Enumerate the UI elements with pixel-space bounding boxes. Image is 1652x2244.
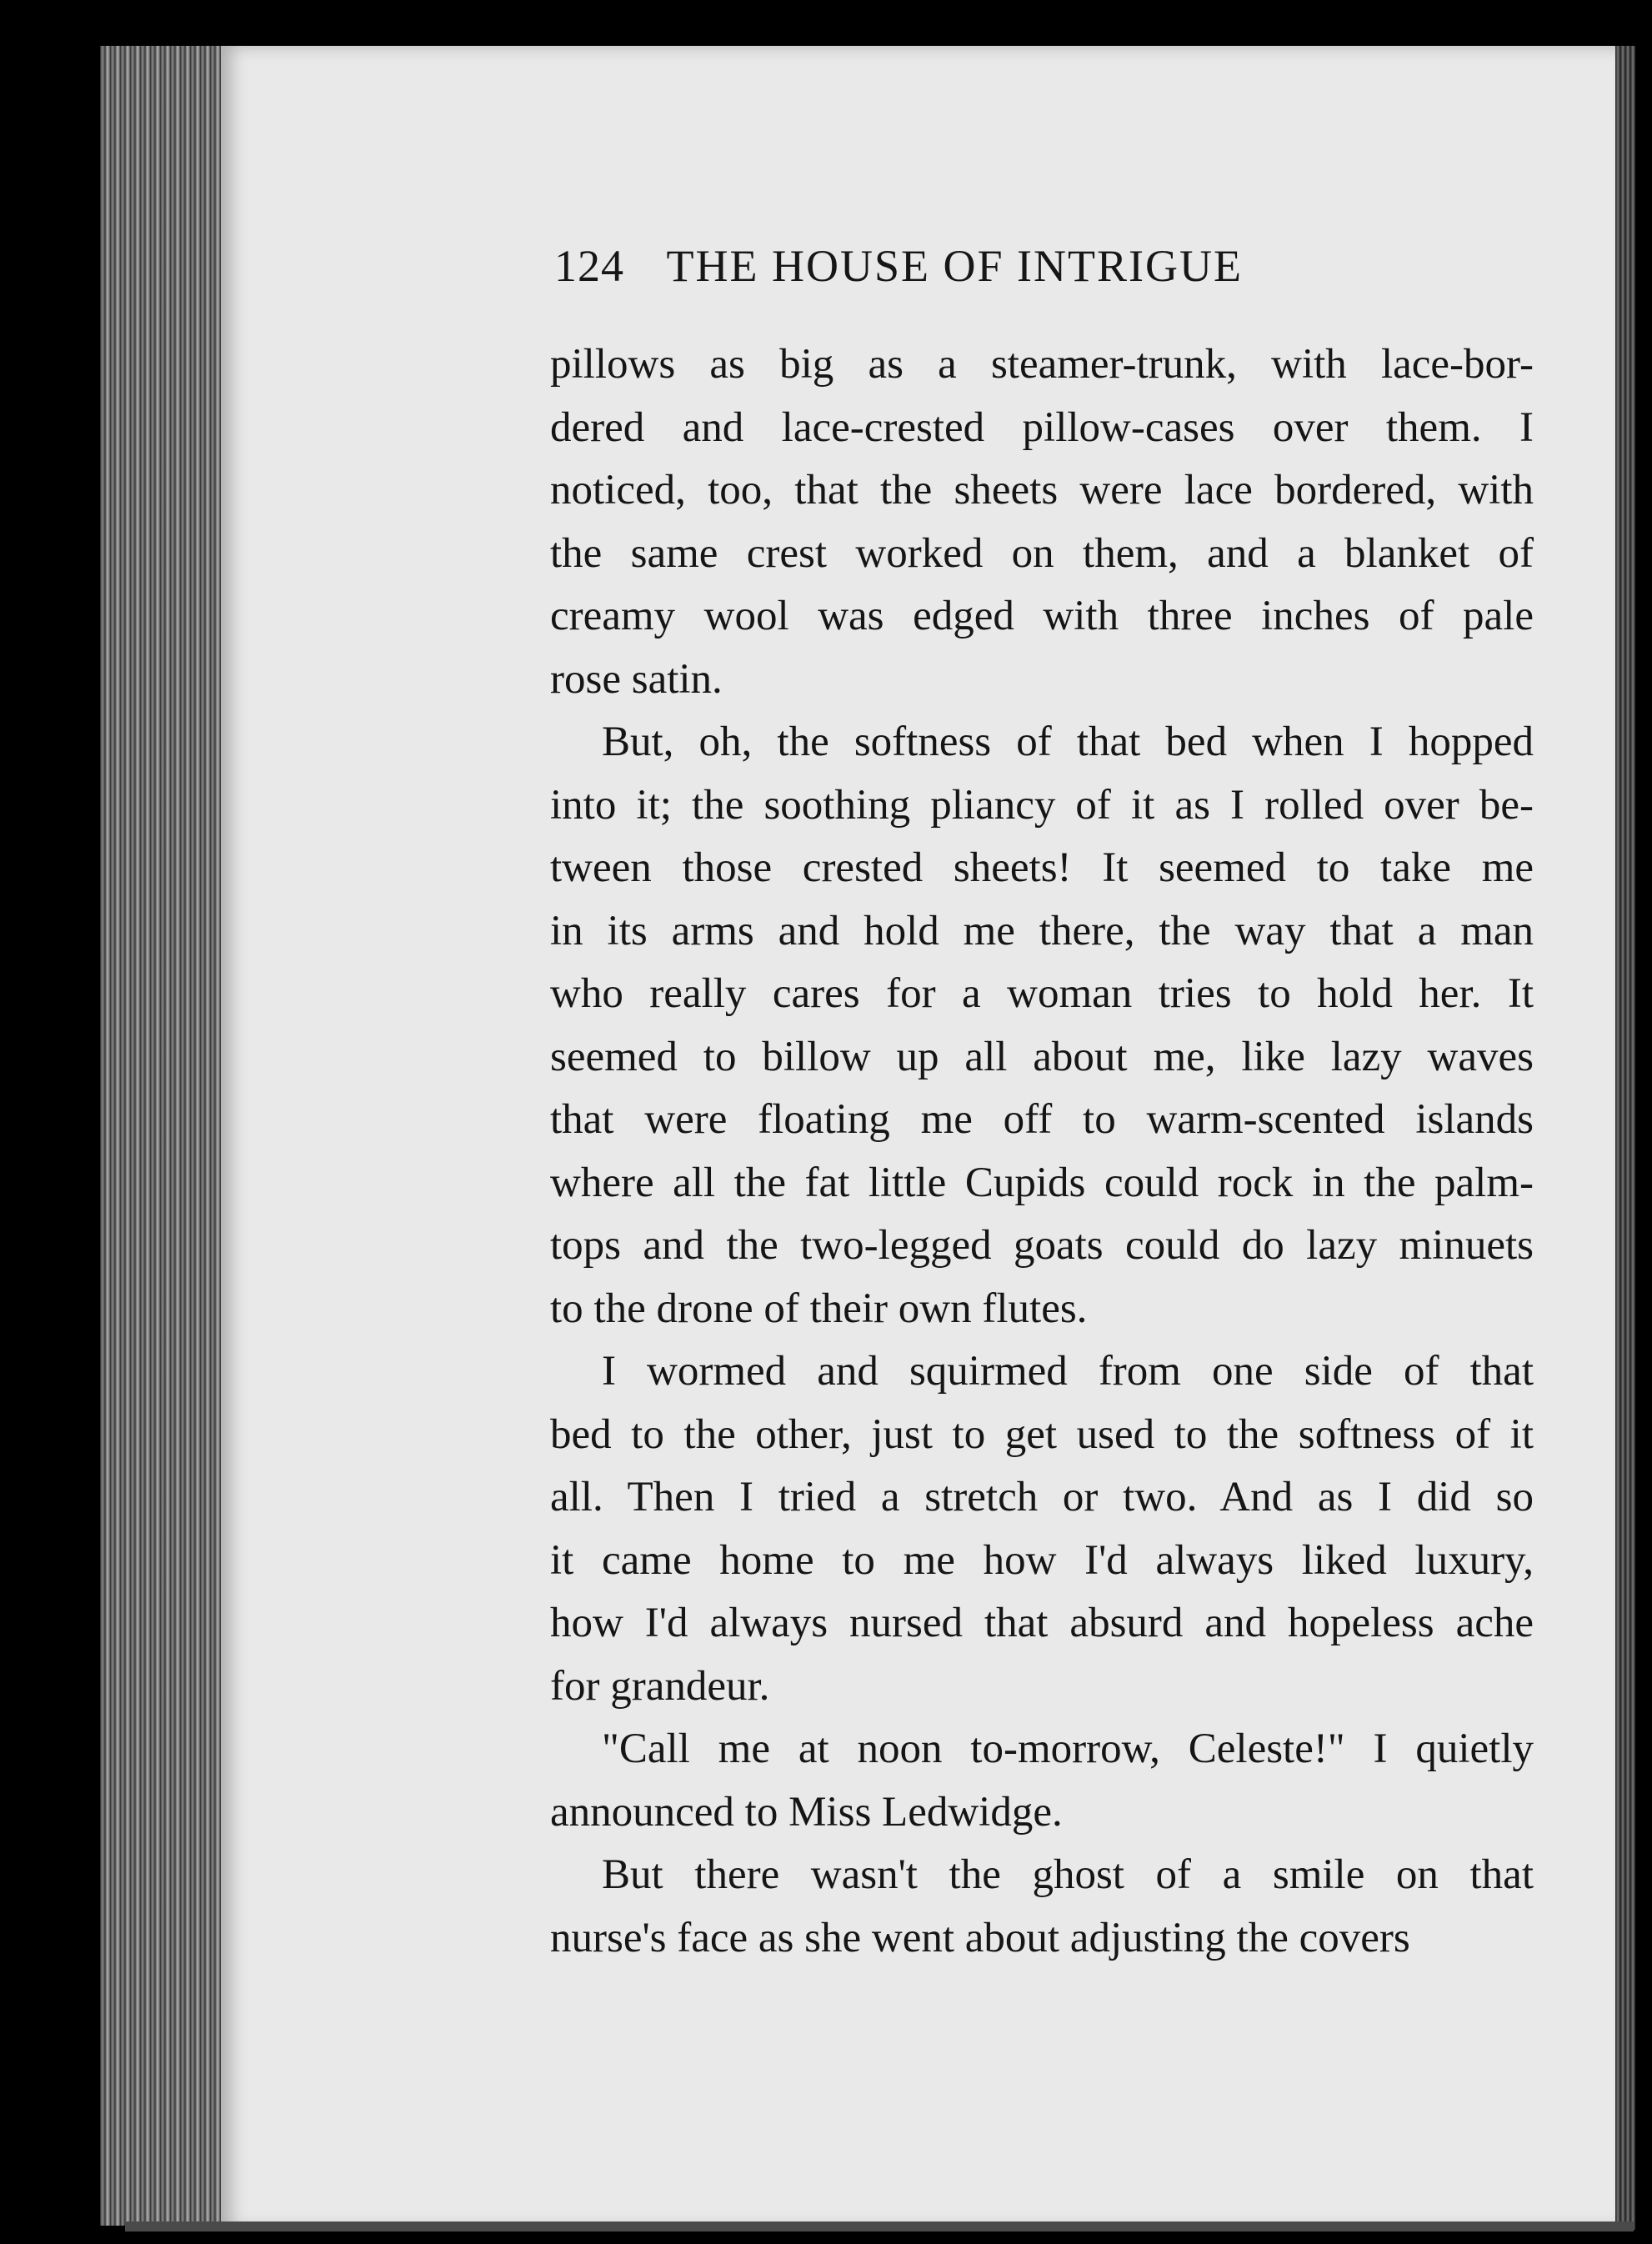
text-line: the same crest worked on them, and a blanket of [550,529,1534,577]
text-line: it came home to me how I'd always liked luxury, [550,1536,1534,1584]
text-line: "Call me at noon to-morrow, Celeste!" I quietly [602,1726,1534,1772]
text-line: that were floating me off to warm-scented islands [550,1096,1534,1143]
text-line: for grandeur. [550,1662,770,1710]
text-line: all. Then I tried a stretch or two. And as I did so [550,1474,1534,1520]
text-line: where all the fat little Cupids could rock in the palm- [550,1159,1534,1206]
text-line: creamy wool was edged with three inches of pale [550,593,1534,639]
page-number: 124 [554,241,624,291]
text-line: I wormed and squirmed from one side of that [602,1348,1534,1395]
page-right-edge [1615,46,1635,2230]
text-line: rose satin. [550,655,723,703]
text-line: in its arms and hold me there, the way that a man [550,907,1534,954]
text-line: But there wasn't the ghost of a smile on that [602,1851,1534,1898]
text-line: to the drone of their own flutes. [550,1285,1088,1332]
text-line: But, oh, the softness of that bed when I hopped [602,719,1534,765]
body-text [550,333,1534,1970]
text-line: into it; the soothing pliancy of it as I rolled over be- [550,781,1534,829]
running-head [554,240,1396,292]
running-title: THE HOUSE OF INTRIGUE [666,241,1243,291]
page-bottom-edge [125,2221,1634,2231]
paragraph [550,1844,1534,1970]
text-line: bed to the other, just to get used to the softness of it [550,1410,1534,1458]
book-page-edges [100,46,229,2226]
text-line: tween those crested sheets! It seemed to take me [550,844,1534,891]
text-line: who really cares for a woman tries to hold her. It [550,970,1534,1017]
text-line: seemed to billow up all about me, like lazy waves [550,1033,1534,1080]
paragraph [550,1340,1534,1718]
paragraph [550,333,1534,711]
text-line: dered and lace-crested pillow-cases over them. I [550,403,1534,451]
text-line: noticed, too, that the sheets were lace bordered, with [550,467,1534,513]
paragraph [550,711,1534,1340]
text-line: how I'd always nursed that absurd and hopeless ache [550,1600,1534,1646]
text-line: pillows as big as a steamer-trunk, with lace-bor- [550,341,1534,388]
text-line: announced to Miss Ledwidge. [550,1788,1063,1836]
text-line: tops and the two-legged goats could do lazy minuets [550,1222,1534,1269]
paragraph [550,1718,1534,1844]
text-line: nurse's face as she went about adjusting the covers [550,1914,1410,1961]
